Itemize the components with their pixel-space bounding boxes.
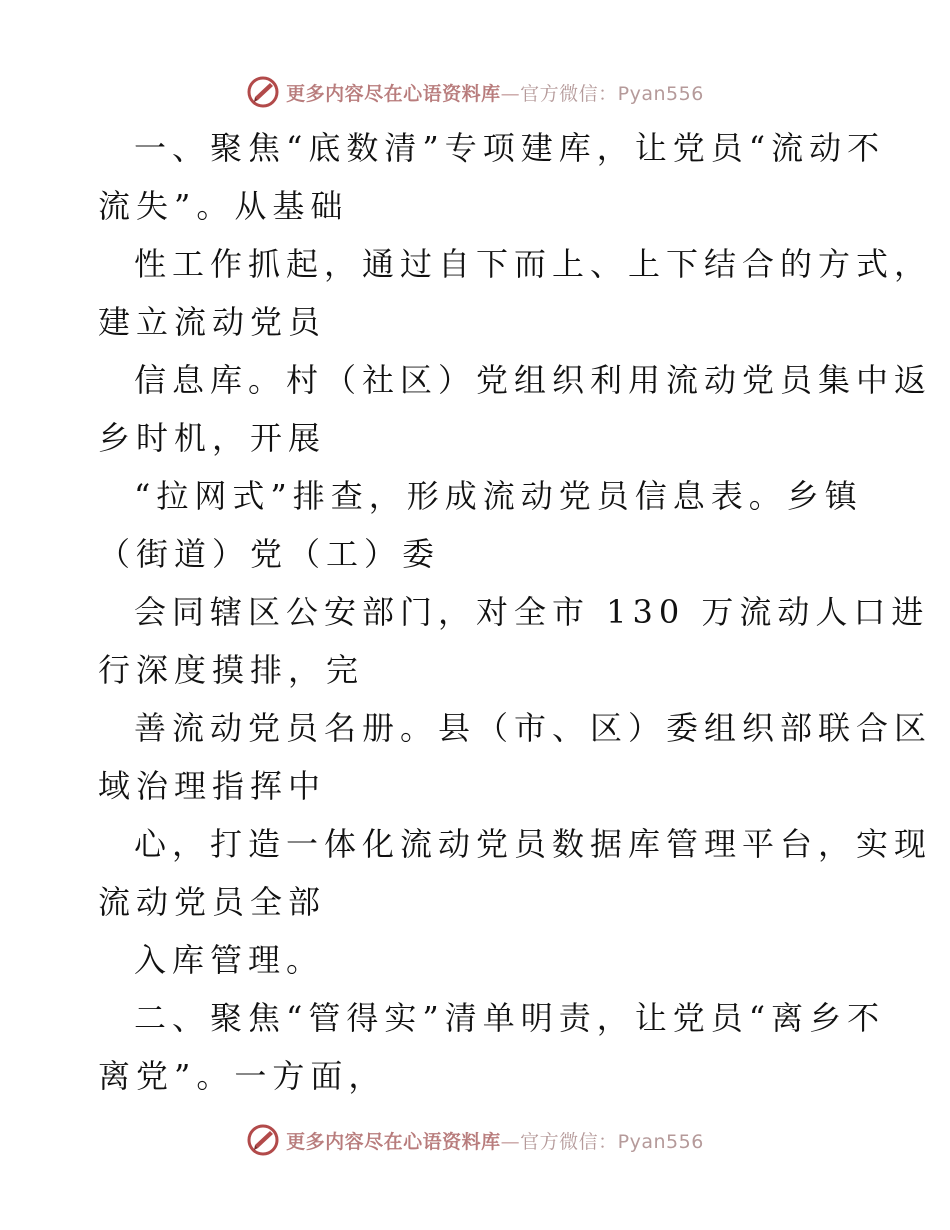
footer-text [286, 1127, 704, 1154]
body-line: 流失”。从基础 [98, 187, 349, 225]
body-line: 信息库。村（社区）党组织利用流动党员集中返 [134, 361, 933, 399]
body-line: 行深度摸排，完 [98, 651, 365, 689]
body-line: 域治理指挥中 [98, 767, 327, 805]
header-brand: 更多内容尽在心语资料库 [286, 82, 501, 105]
footer-brand: 更多内容尽在心语资料库 [286, 1130, 501, 1153]
body-line: 入库管理。 [134, 941, 325, 979]
body-line: “拉网式”排查，形成流动党员信息表。乡镇 [134, 477, 863, 515]
body-line: 流动党员全部 [98, 883, 327, 921]
body-line: 乡时机，开展 [98, 419, 327, 457]
body-line: 会同辖区公安部门，对全市 130 万流动人口进 [134, 593, 930, 631]
footer-separator: — [500, 1130, 521, 1153]
body-line: （街道）党（工）委 [98, 535, 441, 573]
body-line: 性工作抓起，通过自下而上、上下结合的方式， [134, 245, 933, 283]
footer-contact: 官方微信：Pyan556 [520, 1130, 704, 1153]
header-separator: — [500, 82, 521, 105]
body-line: 建立流动党员 [98, 303, 327, 341]
header-contact: 官方微信：Pyan556 [520, 82, 704, 105]
brand-logo-icon [246, 1123, 280, 1157]
body-line: 善流动党员名册。县（市、区）委组织部联合区 [134, 709, 933, 747]
body-line: 离党”。一方面， [98, 1057, 387, 1095]
body-line: 二、聚焦“管得实”清单明责，让党员“离乡不 [134, 999, 886, 1037]
body-line: 心，打造一体化流动党员数据库管理平台，实现 [134, 825, 933, 863]
body-line: 一、聚焦“底数清”专项建库，让党员“流动不 [134, 129, 886, 167]
footer-banner [0, 1120, 950, 1160]
